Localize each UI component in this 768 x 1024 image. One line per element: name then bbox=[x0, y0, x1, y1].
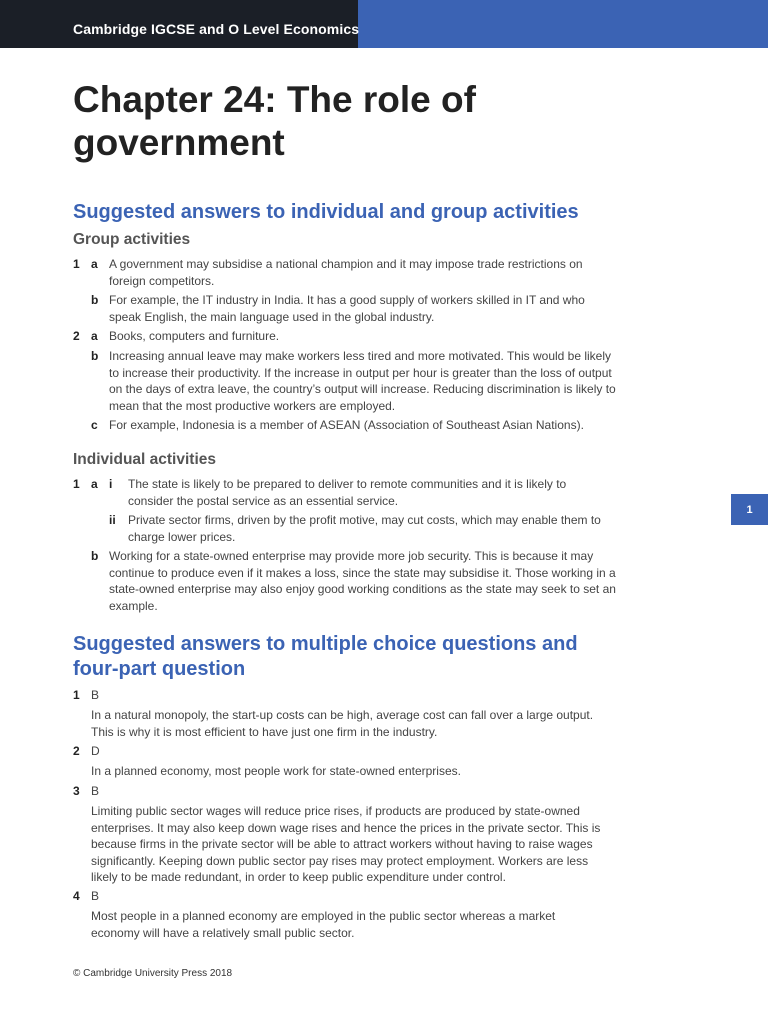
question-part-label: b bbox=[91, 349, 99, 363]
answer-text: Working for a state-owned enterprise may provide more job security. This is because it may continue to produce even if it makes a loss, since the state may subsidise it. Those working in a state-owned enterprise may also enjoy good working conditions as the state may seek to set an example. bbox=[109, 549, 616, 613]
question-part-label: a bbox=[91, 257, 98, 271]
answer-text: For example, the IT industry in India. It has a good supply of workers skilled in IT and who speak English, the main language used in the global industry. bbox=[109, 293, 585, 324]
answer-letter: B bbox=[91, 889, 100, 903]
answer-letter: B bbox=[91, 688, 100, 702]
section-heading-multiple-choice: Suggested answers to multiple choice questions and four-part question bbox=[73, 633, 578, 680]
answer-text: In a planned economy, most people work for state-owned enterprises. bbox=[91, 764, 461, 778]
question-part-label: b bbox=[91, 549, 99, 563]
chapter-title: Chapter 24: The role of government bbox=[73, 79, 476, 163]
question-number: 3 bbox=[73, 784, 80, 798]
question-number: 1 bbox=[73, 257, 80, 271]
answer-text: Most people in a planned economy are employed in the public sector whereas a market economy will have a relatively small public sector. bbox=[91, 909, 556, 940]
answer-text: Books, computers and furniture. bbox=[109, 329, 280, 343]
page-number-tab: 1 bbox=[731, 494, 768, 525]
question-part-label: c bbox=[91, 418, 98, 432]
question-part-label: a bbox=[91, 329, 98, 343]
answer-text: A government may subsidise a national champion and it may impose trade restrictions on foreign competitors. bbox=[109, 257, 583, 288]
answer-text: Limiting public sector wages will reduce price rises, if products are produced by state-owned enterprises. It may also keep down wage rises and hence the prices in the private sector. This is because firms in the private sector will be able to attract workers without having to raise wages significantly. Keeping down public sector pay rises may protect employment. Workers are less likely to be made redundant, in order to keep public expenditure under control. bbox=[91, 804, 601, 884]
group-activities-heading: Group activities bbox=[73, 231, 191, 248]
copyright-footer: © Cambridge University Press 2018 bbox=[73, 968, 233, 979]
answer-text: The state is likely to be prepared to deliver to remote communities and it is likely to consider the postal service as an essential service. bbox=[128, 477, 567, 508]
individual-activities-heading: Individual activities bbox=[73, 451, 216, 468]
answer-text: For example, Indonesia is a member of ASEAN (Association of Southeast Asian Nations). bbox=[109, 418, 584, 432]
answer-letter: B bbox=[91, 784, 100, 798]
question-subpart-label: ii bbox=[109, 513, 116, 527]
question-subpart-label: i bbox=[109, 477, 113, 491]
book-title: Cambridge IGCSE and O Level Economics bbox=[73, 21, 360, 37]
answer-letter: D bbox=[91, 744, 100, 758]
question-number: 1 bbox=[73, 688, 80, 702]
question-part-label: a bbox=[91, 477, 98, 491]
question-number: 1 bbox=[73, 477, 80, 491]
header-blue-bar bbox=[358, 0, 768, 48]
question-number: 2 bbox=[73, 329, 80, 343]
answer-text: In a natural monopoly, the start-up costs can be high, average cost can fall over a large output. This is why it is most efficient to have just one firm in the industry. bbox=[91, 708, 594, 739]
question-number: 4 bbox=[73, 889, 80, 903]
answer-text: Increasing annual leave may make workers less tired and more motivated. This would be likely to increase their productivity. If the increase in output per hour is greater than the loss of output on the days of extra leave, the country’s output will increase. Reducing discrimination is likely to mean that the most productive workers are employed. bbox=[109, 349, 616, 413]
section-heading-activities: Suggested answers to individual and group activities bbox=[73, 201, 579, 223]
question-number: 2 bbox=[73, 744, 80, 758]
question-part-label: b bbox=[91, 293, 99, 307]
answer-text: Private sector firms, driven by the profit motive, may cut costs, which may enable them to charge lower prices. bbox=[128, 513, 601, 544]
